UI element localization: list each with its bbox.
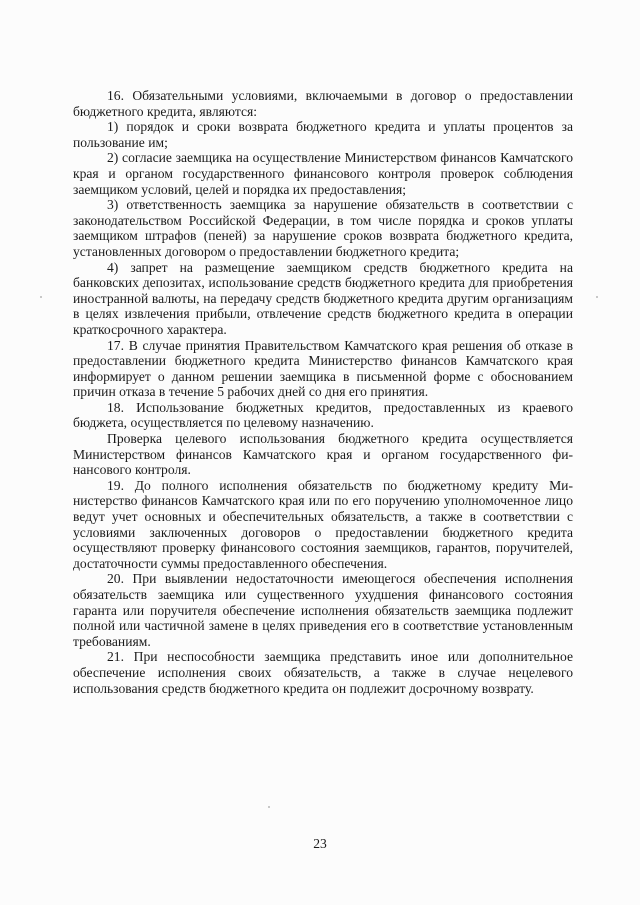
paragraph-18-verification: Проверка целевого использования бюджетного кредита осуществляется Министерством финансов Камчатского края и органом государственного финансового контроля. <box>73 431 573 478</box>
paragraph-16-item-3: 3) ответственность заемщика за нарушение обязательств в соответствии с законодательством Российской Федерации, в том числе порядка и сроков уплаты заемщиком штрафов (пеней) за нарушение сроков возврата бюджетного кредита, установленных договором о предоставлении бюджетного кредита; <box>73 197 573 259</box>
paragraph-16-item-2: 2) согласие заемщика на осуществление Министерством финансов Камчатского края и органом государственного финансового контроля проверок соблюдения заемщиком условий, целей и порядка их предоставления; <box>73 150 573 197</box>
paragraph-16: 16. Обязательными условиями, включаемыми в договор о предоставлении бюджетного кредита, являются: <box>73 88 573 119</box>
paragraph-21: 21. При неспособности заемщика представить иное или дополнительное обеспечение исполнения своих обязательств, а также в случае нецелевого использования средств бюджетного кредита он подлежит досрочному возврату. <box>73 649 573 696</box>
scan-speck <box>596 296 598 298</box>
scan-speck <box>40 296 42 298</box>
paragraph-17: 17. В случае принятия Правительством Камчатского края решения об отказе в предоставлении бюджетного кредита Министерство финансов Камчатского края информирует о данном решении заемщика в письменной форме с обоснованием причин отказа в течение 5 рабочих дней со дня его принятия. <box>73 337 573 400</box>
document-body <box>73 88 573 696</box>
paragraph-16-item-1: 1) порядок и сроки возврата бюджетного кредита и уплаты процентов за пользование им; <box>73 119 573 150</box>
paragraph-16-item-4: 4) запрет на размещение заемщиком средств бюджетного кредита на банковских депозитах, использование средств бюджетного кредита для приобретения иностранной валюты, на передачу средств бюджетного кредита другим организациям в целях извлечения прибыли, отвлечение средств бюджетного кредита в операции краткосрочного характера. <box>73 259 573 337</box>
paragraph-20: 20. При выявлении недостаточности имеющегося обеспечения исполнения обязательств заемщика или существенного ухудшения финансового состояния гаранта или поручителя обеспечение исполнения обязательств заемщика подлежит полной или частичной замене в целях приведения его в соответствие установленным требованиям. <box>73 571 573 649</box>
scan-speck <box>268 806 270 808</box>
paragraph-18: 18. Использование бюджетных кредитов, предоставленных из краевого бюджета, осуществляется по целевому назначению. <box>73 399 573 431</box>
page-number: 23 <box>313 836 327 851</box>
paragraph-19: 19. До полного исполнения обязательств по бюджетному кредиту Министерство финансов Камчатского края или по его поручению уполномоченное лицо ведут учет основных и обеспечительных обязательств, а также в соответствии с условиями заключенных договоров о предоставлении бюджетного кредита осуществляют проверку финансового состояния заемщиков, гарантов, поручителей, достаточности суммы предоставленного обеспечения. <box>73 477 573 571</box>
